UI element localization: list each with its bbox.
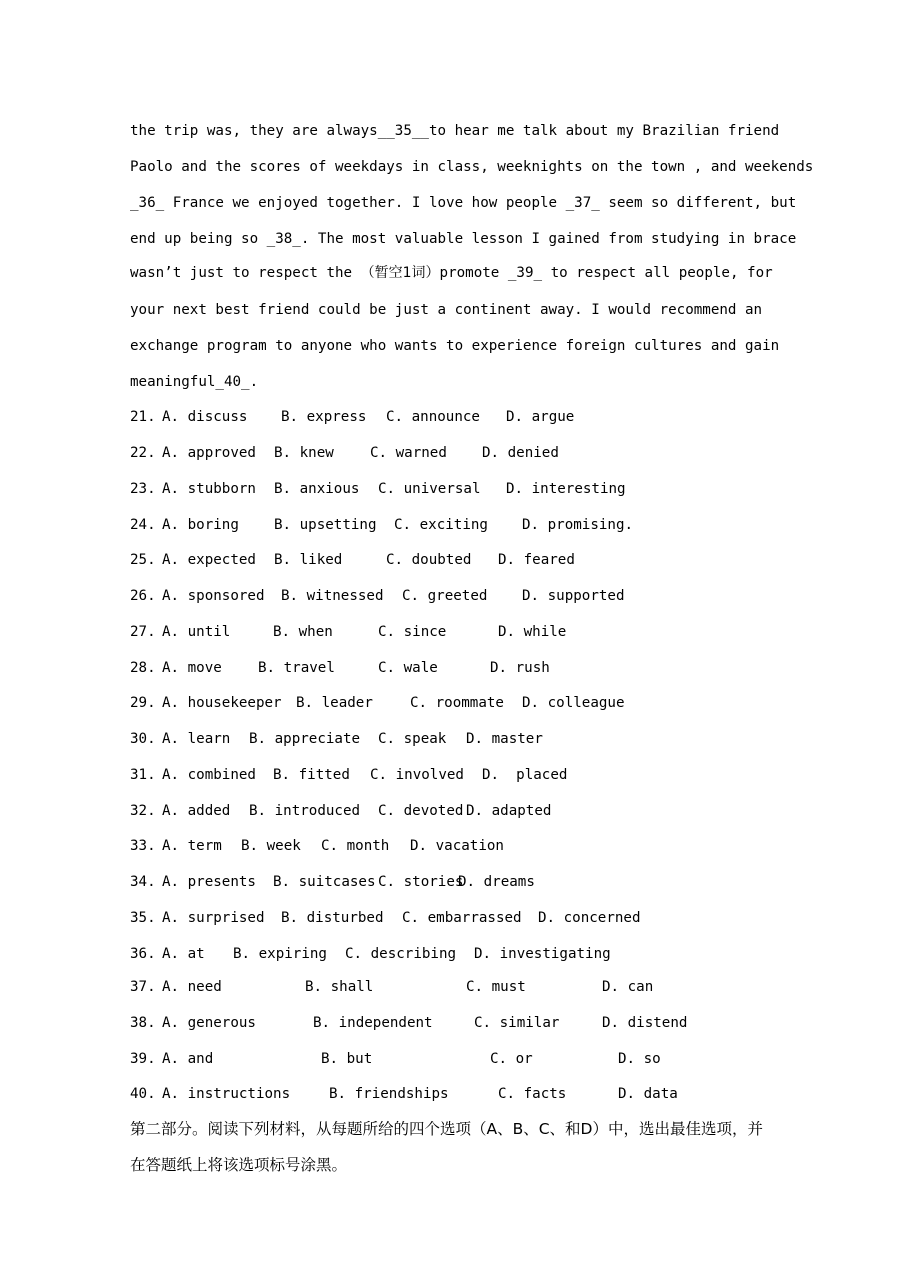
question-number: 26.: [130, 588, 156, 604]
option-d: D. interesting: [506, 481, 626, 497]
passage-line-1: the trip was, they are always__35__to hear me talk about my Brazilian friend: [130, 123, 780, 139]
option-d: D. rush: [490, 660, 550, 676]
option-b: B. liked: [274, 552, 343, 568]
option-b: B. when: [273, 624, 333, 640]
question-39: [130, 1049, 661, 1069]
passage-line-5-rest: promote _39_ to respect all people, for: [439, 265, 773, 281]
option-c: C. greeted: [402, 588, 488, 604]
option-c: C. embarrassed: [402, 910, 522, 926]
passage-line-8: meaningful_40_.: [130, 374, 259, 390]
option-a: A. learn: [162, 731, 231, 747]
option-a: A. presents: [162, 874, 256, 890]
question-27: [130, 622, 567, 642]
option-c: C. exciting: [394, 517, 488, 533]
option-d: D. concerned: [538, 910, 641, 926]
option-a: A. combined: [162, 767, 256, 783]
option-b: B. leader: [296, 695, 373, 711]
option-a: A. move: [162, 660, 222, 676]
option-b: B. shall: [305, 979, 374, 995]
question-number: 38.: [130, 1015, 156, 1031]
question-number: 22.: [130, 445, 156, 461]
option-c: C. warned: [370, 445, 447, 461]
option-c: C. month: [321, 838, 390, 854]
option-c: C. describing: [345, 946, 457, 962]
question-number: 36.: [130, 946, 156, 962]
question-21: [130, 407, 575, 427]
option-b: B. introduced: [249, 803, 361, 819]
option-c: C. similar: [474, 1015, 560, 1031]
question-30: [130, 729, 543, 749]
option-d: D. denied: [482, 445, 559, 461]
question-31: [130, 765, 568, 785]
question-number: 34.: [130, 874, 156, 890]
option-d: D. master: [466, 731, 543, 747]
option-a: A. expected: [162, 552, 256, 568]
passage-line-2: Paolo and the scores of weekdays in class, weeknights on the town , and weekends: [130, 159, 814, 175]
option-b: B. independent: [313, 1015, 433, 1031]
option-a: A. boring: [162, 517, 239, 533]
option-a: A. housekeeper: [162, 695, 282, 711]
question-34: [130, 872, 535, 892]
option-d: D. feared: [498, 552, 575, 568]
question-number: 32.: [130, 803, 156, 819]
option-a: A. instructions: [162, 1086, 291, 1102]
question-number: 39.: [130, 1051, 156, 1067]
option-c: C. speak: [378, 731, 447, 747]
question-number: 28.: [130, 660, 156, 676]
option-d: D. while: [498, 624, 567, 640]
question-28: [130, 658, 550, 678]
question-40: [130, 1084, 678, 1104]
option-c: C. or: [490, 1051, 533, 1067]
option-d: D. placed: [482, 767, 568, 783]
option-b: B. suitcases: [273, 874, 376, 890]
question-22: [130, 443, 559, 463]
option-a: A. discuss: [162, 409, 248, 425]
question-number: 21.: [130, 409, 156, 425]
option-b: B. disturbed: [281, 910, 384, 926]
option-d: D. promising.: [522, 517, 634, 533]
option-b: B. anxious: [274, 481, 360, 497]
passage-line-7: exchange program to anyone who wants to experience foreign cultures and gain: [130, 338, 780, 354]
option-b: B. appreciate: [249, 731, 361, 747]
question-33: [130, 836, 504, 856]
option-a: A. sponsored: [162, 588, 265, 604]
option-a: A. added: [162, 803, 231, 819]
question-36: [130, 944, 611, 964]
section2-instruction-line-2: 在答题纸上将该选项标号涂黑。: [130, 1156, 348, 1174]
question-29: [130, 693, 625, 713]
question-number: 29.: [130, 695, 156, 711]
option-c: C. wale: [378, 660, 438, 676]
option-d: D. data: [618, 1086, 678, 1102]
question-number: 25.: [130, 552, 156, 568]
option-b: B. knew: [274, 445, 334, 461]
question-number: 37.: [130, 979, 156, 995]
option-a: A. need: [162, 979, 222, 995]
option-b: B. express: [281, 409, 367, 425]
option-c: C. announce: [386, 409, 480, 425]
question-number: 27.: [130, 624, 156, 640]
option-a: A. stubborn: [162, 481, 256, 497]
option-a: A. generous: [162, 1015, 256, 1031]
question-38: [130, 1013, 688, 1033]
option-b: B. travel: [258, 660, 335, 676]
question-23: [130, 479, 626, 499]
passage-line-5-start: wasn’t just to respect the: [130, 265, 361, 281]
option-c: C. since: [378, 624, 447, 640]
option-a: A. approved: [162, 445, 256, 461]
option-a: A. and: [162, 1051, 214, 1067]
question-37: [130, 977, 654, 997]
passage-line-6: your next best friend could be just a continent away. I would recommend an: [130, 302, 763, 318]
question-number: 31.: [130, 767, 156, 783]
option-b: B. fitted: [273, 767, 350, 783]
option-d: D. vacation: [410, 838, 504, 854]
option-c: C. universal: [378, 481, 481, 497]
question-number: 24.: [130, 517, 156, 533]
passage-line-3: _36_ France we enjoyed together. I love how people _37_ seem so different, but: [130, 195, 797, 211]
section2-instruction-line-1: 第二部分。阅读下列材料，从每题所给的四个选项（A、B、C、和D）中，选出最佳选项，并: [130, 1120, 763, 1138]
passage-line-4: end up being so _38_. The most valuable lesson I gained from studying in brace: [130, 231, 797, 247]
question-35: [130, 908, 641, 928]
option-b: B. but: [321, 1051, 373, 1067]
option-b: B. week: [241, 838, 301, 854]
question-number: 40.: [130, 1086, 156, 1102]
question-24: [130, 515, 634, 535]
option-d: D. colleague: [522, 695, 625, 711]
question-25: [130, 550, 575, 570]
option-b: B. friendships: [329, 1086, 449, 1102]
option-c: C. must: [466, 979, 526, 995]
option-c: C. roommate: [410, 695, 504, 711]
option-a: A. at: [162, 946, 205, 962]
option-b: B. witnessed: [281, 588, 384, 604]
option-c: C. devoted: [378, 803, 464, 819]
option-a: A. term: [162, 838, 222, 854]
option-c: C. facts: [498, 1086, 567, 1102]
option-a: A. until: [162, 624, 231, 640]
blank-note: （暂空1词）: [360, 265, 440, 281]
option-d: D. supported: [522, 588, 625, 604]
option-d: D. dreams: [458, 874, 535, 890]
option-c: C. involved: [370, 767, 464, 783]
question-number: 33.: [130, 838, 156, 854]
option-d: D. adapted: [466, 803, 552, 819]
option-c: C. doubted: [386, 552, 472, 568]
question-32: [130, 801, 552, 821]
option-b: B. upsetting: [274, 517, 377, 533]
passage-line-5: [130, 263, 773, 283]
question-number: 23.: [130, 481, 156, 497]
option-d: D. investigating: [474, 946, 611, 962]
question-number: 30.: [130, 731, 156, 747]
option-b: B. expiring: [233, 946, 327, 962]
option-c: C. stories: [378, 874, 464, 890]
question-26: [130, 586, 625, 606]
option-d: D. can: [602, 979, 654, 995]
option-a: A. surprised: [162, 910, 265, 926]
option-d: D. argue: [506, 409, 575, 425]
option-d: D. distend: [602, 1015, 688, 1031]
question-number: 35.: [130, 910, 156, 926]
option-d: D. so: [618, 1051, 661, 1067]
